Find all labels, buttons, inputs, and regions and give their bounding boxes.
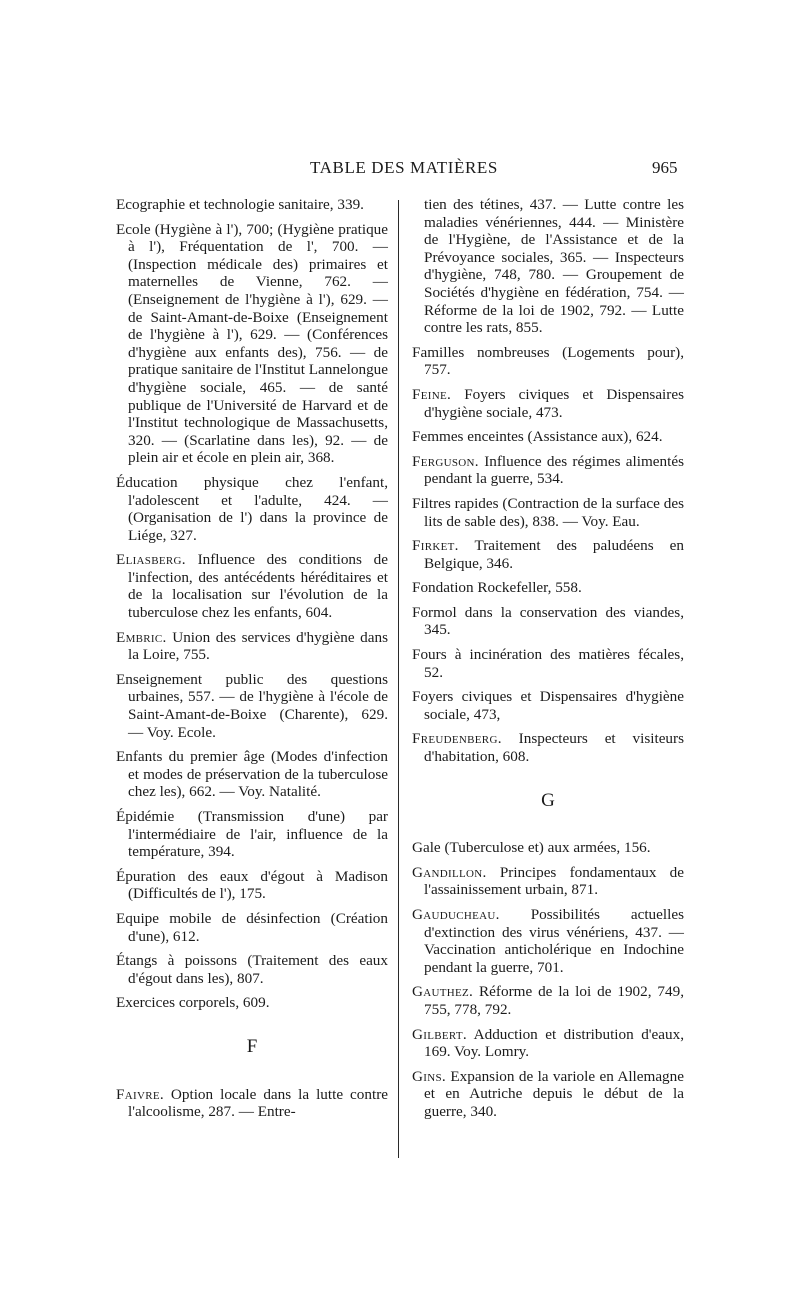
index-entry — [412, 344, 684, 379]
author-name: Freudenberg. — [412, 730, 502, 748]
entry-text: Equipe mobile de désinfection (Création d'une), 612. — [116, 909, 388, 945]
entry-text: Étangs à poissons (Traitement des eaux d'égout dans les), 807. — [116, 952, 388, 987]
entry-text: Expansion de la variole en Allemagne et en Autriche depuis le début de la guerre, 340. — [424, 1067, 684, 1120]
index-entry — [412, 1026, 684, 1061]
index-entry — [412, 604, 684, 639]
index-entry — [412, 1068, 684, 1121]
left-column — [116, 196, 388, 1128]
section-letter: G — [541, 789, 555, 811]
entry-text: Ecographie et technologie sanitaire, 339. — [116, 196, 364, 213]
author-name: Faivre. — [116, 1085, 164, 1103]
entry-text: Éducation physique chez l'enfant, l'adolescent et l'adulte, 424. — (Organisation de l') dans la province de Liége, 327. — [116, 473, 388, 544]
index-entry — [116, 910, 388, 945]
entry-text: Épidémie (Transmission d'une) par l'intermédiaire de l'air, influence de la température, 394. — [116, 808, 388, 861]
author-name: Gandillon. — [412, 863, 487, 881]
entry-text: Adduction et distribution d'eaux, 169. Voy. Lomry. — [424, 1025, 684, 1061]
index-entry — [116, 748, 388, 801]
running-title: TABLE DES MATIÈRES — [310, 158, 498, 177]
running-head — [0, 158, 800, 182]
author-name: Embric. — [116, 628, 167, 646]
index-entry — [116, 808, 388, 861]
entry-text: Option locale dans la lutte contre l'alcoolisme, 287. — Entre- — [128, 1085, 388, 1121]
index-entry — [412, 428, 684, 446]
index-entry — [412, 983, 684, 1018]
entry-text: Gale (Tuberculose et) aux armées, 156. — [412, 839, 651, 857]
author-name: Gilbert. — [412, 1025, 467, 1043]
index-entry — [412, 646, 684, 681]
section-letter: F — [246, 1035, 258, 1057]
entry-text: Principes fondamentaux de l'assainissement urbain, 871. — [424, 863, 684, 899]
entry-text: Fours à incinération des matières fécales, 52. — [412, 646, 684, 681]
author-name: Gins. — [412, 1067, 446, 1085]
index-entry — [116, 868, 388, 903]
column-divider — [398, 200, 399, 1158]
index-entry — [116, 994, 388, 1012]
entry-text: Foyers civiques et Dispensaires d'hygiène sociale, 473, — [412, 688, 684, 723]
entry-text: Influence des régimes alimentés pendant la guerre, 534. — [424, 452, 684, 488]
index-entry — [412, 839, 684, 857]
index-entry — [412, 453, 684, 488]
entry-text: Ecole (Hygiène à l'), 700; (Hygiène pratique à l'), Fréquentation de l', 700. — (Inspection médicale des) primaires et maternelles de Vienne, 762. — (Enseignement de l'hygiène à l'), 629. — de Saint-Amant-de-Boixe (Enseignement de l'hygiène à l'), 629. — (Conférences d'hygiène aux enfants des), 756. — de pratique sanitaire de l'Institut Lannelongue d'hygiène sociale, 465. — de santé publique de l'Université de Harvard et de l'Institut technologique de Massachusetts, 320. — (Scarlatine dans les), 92. — de plein air et école en plein air, 368. — [116, 220, 388, 467]
entry-text: Formol dans la conservation des viandes, 345. — [412, 603, 684, 639]
entry-text: Épuration des eaux d'égout à Madison (Difficultés de l'), 175. — [116, 867, 388, 903]
index-entry — [116, 551, 388, 621]
index-entry — [116, 629, 388, 664]
index-entry — [412, 688, 684, 723]
entry-text: Femmes enceintes (Assistance aux), 624. — [412, 428, 663, 446]
author-name: Gauthez. — [412, 983, 474, 1001]
index-entry — [412, 537, 684, 572]
entry-text: Fondation Rockefeller, 558. — [412, 579, 582, 597]
entry-text: Influence des conditions de l'infection, des antécédents héréditaires et de la localisation sur l'évolution de la tuberculose chez les enfants, 604. — [128, 551, 388, 622]
index-entry — [412, 579, 684, 597]
entry-text: Traitement des paludéens en Belgique, 346. — [424, 537, 684, 572]
index-entry — [116, 221, 388, 467]
index-entry — [412, 730, 684, 765]
entry-text: Filtres rapides (Contraction de la surface des lits de sable des), 838. — Voy. Eau. — [412, 494, 684, 530]
author-name: Firket. — [412, 537, 459, 555]
index-entry-continued — [412, 196, 684, 337]
entry-text: Union des services d'hygiène dans la Loire, 755. — [128, 628, 388, 664]
index-entry — [116, 952, 388, 987]
entry-text: Possibilités actuelles d'extinction des virus vénériens, 437. — Vaccination anticholérique en Indochine pendant la guerre, 701. — [424, 906, 684, 976]
index-entry — [412, 864, 684, 899]
entry-text: Familles nombreuses (Logements pour), 757. — [412, 343, 684, 379]
author-name: Gauducheau. — [412, 906, 500, 923]
entry-text: Inspecteurs et visiteurs d'habitation, 608. — [424, 730, 684, 766]
right-column — [412, 196, 684, 1128]
index-entry — [412, 386, 684, 421]
entry-text: Exercices corporels, 609. — [116, 994, 270, 1012]
index-entry — [116, 196, 388, 214]
entry-text: Enseignement public des questions urbaines, 557. — de l'hygiène à l'école de Saint-Amant-de-Boixe (Charente), 629. — Voy. Ecole. — [116, 670, 388, 741]
author-name: Eliasberg. — [116, 551, 186, 569]
index-entry — [412, 906, 684, 976]
entry-text: tien des tétines, 437. — Lutte contre les maladies vénériennes, 444. — Ministère de l'Hygiène, de l'Assistance et de la Prévoyance sociales, 365. — Inspecteurs d'hygiène, 748, 780. — Groupement de Sociétés d'hygiène en fédération, 754. — Réforme de la loi de 1902, 792. — Lutte contre les rats, 855. — [424, 196, 684, 337]
index-entry — [116, 1086, 388, 1121]
entry-text: Réforme de la loi de 1902, 749, 755, 778, 792. — [424, 983, 684, 1018]
entry-text: Enfants du premier âge (Modes d'infection et modes de préservation de la tuberculose chez les), 662. — Voy. Natalité. — [116, 748, 388, 801]
author-name: Feine. — [412, 385, 452, 403]
index-entry — [116, 474, 388, 544]
page-number: 965 — [652, 158, 678, 177]
entry-text: Foyers civiques et Dispensaires d'hygiène sociale, 473. — [424, 385, 684, 421]
index-entry — [116, 671, 388, 741]
index-entry — [412, 495, 684, 530]
author-name: Ferguson. — [412, 452, 479, 470]
